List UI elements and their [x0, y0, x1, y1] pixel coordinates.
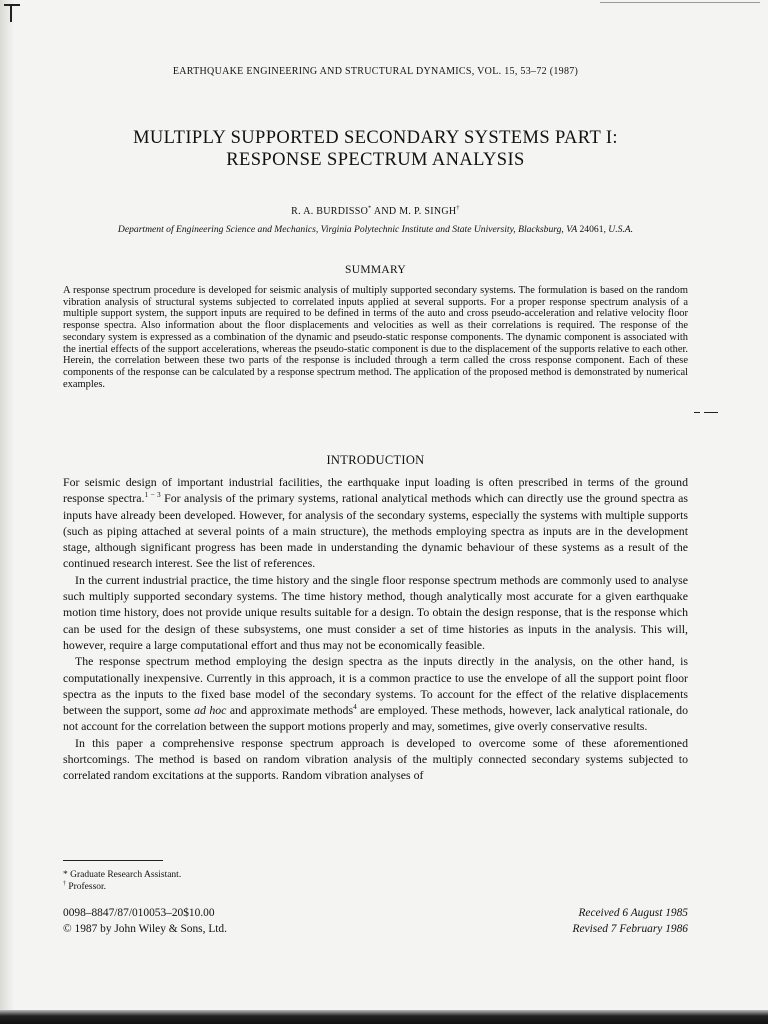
publication-info	[63, 906, 383, 937]
author-2-mark: †	[456, 204, 460, 212]
footnotes	[63, 869, 363, 893]
title-line-2: RESPONSE SPECTRUM ANALYSIS	[226, 150, 525, 170]
paper-title	[63, 127, 688, 171]
intro-p1-text-b: For analysis of the primary systems, rational analytical methods which can directly use the ground spectra as inputs have already been developed. However, for analysis of the secondary systems, especially the systems with multiple supports (such as piping attached at several points of a main structure), the methods employing spectra as inputs are in the development stage, although significant progress has been made in understanding the dynamic behaviour of these systems as a result of the continued research interest. See the list of references.	[63, 491, 688, 571]
manuscript-dates	[388, 906, 688, 937]
footnote-rule	[63, 860, 163, 861]
footnote-2-text: Professor.	[68, 882, 107, 892]
intro-paragraph-1	[63, 474, 688, 572]
author-1: R. A. BURDISSO	[291, 206, 369, 217]
summary-text: A response spectrum procedure is developed for seismic analysis of multiply supported secondary systems. The formulation is based on the random vibration analysis of structural systems subjected to correlated inputs applied at several supports. For a proper response spectrum analysis of a multiple support system, the support inputs are required to be defined in terms of the auto and cross pseudo-acceleration and relative velocity floor response spectra. Also information about the floor displacements and velocities as well as their correlations is required. The response of the secondary system is expressed as a combination of the dynamic and pseudo-static response components. The dynamic component is associated with the inertial effects of the support accelerations, whereas the pseudo-static component is due to the displacement of the supports relative to each other. Herein, the correlation between these two parts of the response is included through a term called the cross response component. Each of these components of the response can be calculated by a response spectrum method. The application of the proposed method is demonstrated by numerical examples.	[63, 285, 688, 390]
received-date: Received 6 August 1985	[578, 907, 688, 919]
footnote-1-text: Graduate Research Assistant.	[70, 870, 182, 880]
affiliation-institution: Department of Engineering Science and Mechanics, Virginia Polytechnic Institute and State University, Blacksburg,	[117, 224, 564, 235]
publication-code: 0098–8847/87/010053–20$10.00	[63, 907, 215, 919]
summary-heading: SUMMARY	[345, 264, 406, 276]
author-1-mark: *	[368, 204, 372, 212]
footnote-2	[63, 881, 363, 893]
scan-edge-shadow	[0, 0, 14, 1024]
top-rule	[600, 2, 760, 3]
affiliation-country: U.S.A.	[608, 224, 634, 235]
crop-mark	[4, 2, 20, 22]
footnote-1-mark: *	[63, 870, 68, 880]
author-list	[63, 206, 688, 217]
journal-header: EARTHQUAKE ENGINEERING AND STRUCTURAL DYNAMICS, VOL. 15, 53–72 (1987)	[172, 66, 579, 77]
margin-pen-mark	[694, 403, 724, 409]
affiliation-state: VA	[566, 224, 578, 235]
ad-hoc-italic: ad hoc	[194, 703, 227, 718]
copyright-notice: © 1987 by John Wiley & Sons, Ltd.	[63, 922, 227, 935]
introduction-heading: INTRODUCTION	[326, 453, 425, 467]
intro-p3-text-c: are employed. These methods, however, lack analytical rationale, do not account for the correlation between the support motions properly and may, sometimes, give overly conservative results.	[63, 703, 688, 734]
affiliation-zip: 24061	[579, 224, 604, 235]
intro-paragraph-3	[63, 653, 688, 734]
citation-4: 4	[353, 702, 357, 712]
intro-p3-text-a: The response spectrum method employing the design spectra as the inputs directly in the analysis, on the other hand, is computationally inexpensive. Currently in this approach, it is a common practice to use the envelope of all the support point floor spectra as the inputs to the fixed base model of the secondary systems. To account for the effect of the relative displacements between the support, some	[63, 654, 688, 718]
footnote-2-mark: †	[63, 880, 66, 887]
revised-date: Revised 7 February 1986	[572, 922, 688, 935]
title-line-1: MULTIPLY SUPPORTED SECONDARY SYSTEMS PART I:	[133, 128, 618, 148]
intro-p1-text-a: For seismic design of important industrial facilities, the earthquake input loading is often prescribed in terms of the ground response spectra.	[63, 475, 688, 506]
author-2: M. P. SINGH	[399, 206, 457, 217]
intro-paragraph-2: In the current industrial practice, the time history and the single floor response spectrum methods are commonly used to analyse such multiply supported secondary systems. The time history method, though analytically most accurate for a given earthquake motion time history, does not provide unique results suitable for a design. To obtain the design response, that is the response which can be used for the design of these subsystems, one must consider a set of time histories as inputs in the analysis. This will, however, require a large computational effort and thus may not be economically feasible.	[63, 572, 688, 652]
citation-1-3: 1 − 3	[144, 490, 161, 500]
introduction-body	[63, 474, 688, 784]
intro-paragraph-4: In this paper a comprehensive response spectrum approach is developed to overcome some of these aforementioned shortcomings. The method is based on random vibration analysis of the multiply connected secondary systems subjected to correlated random excitations at the supports. Random vibration analyses of	[63, 735, 688, 783]
footnote-1	[63, 869, 363, 881]
scan-bottom-edge	[0, 1010, 768, 1024]
author-conjunction: AND	[373, 206, 397, 217]
intro-p3-text-b: and approximate methods	[226, 703, 354, 718]
affiliation: Department of Engineering Science and Mechanics, Virginia Polytechnic Institute and State University, Blacksburg, VA 24061, U.S.A.	[117, 224, 634, 235]
